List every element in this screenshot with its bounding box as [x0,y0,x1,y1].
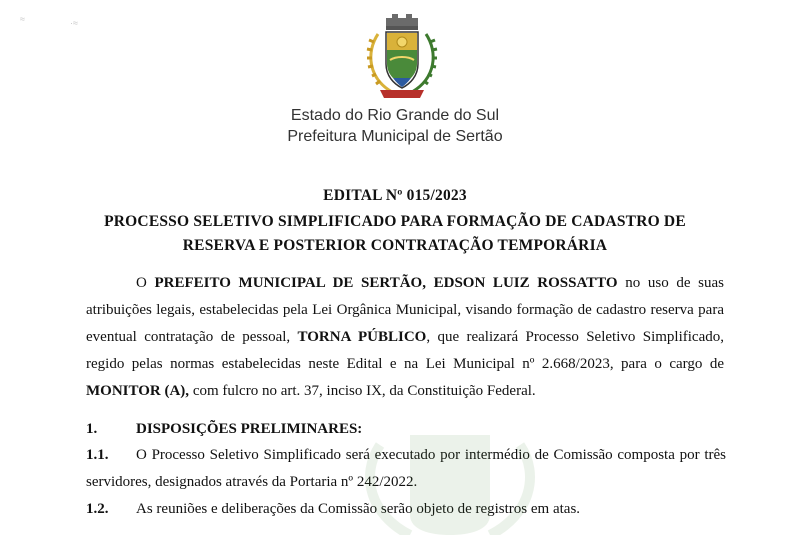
scan-mark: ·≈ [70,18,78,28]
item-number: 1.1. [86,447,109,463]
item-number: 1.2. [86,501,109,517]
intro-text: com fulcro no art. 37, inciso IX, da Constituição Federal. [189,383,536,399]
intro-text: O [136,275,155,291]
section-number: 1. [86,421,98,437]
edital-subtitle-line-1: PROCESSO SELETIVO SIMPLIFICADO PARA FORMAÇÃO DE CADASTRO DE [104,213,686,230]
intro-text: , que realizará Processo Seletivo Simplificado, regido pelas normas estabelecidas neste Edital e na Lei Municipal nº 2.668/2023, para o cargo de [86,329,724,372]
scan-mark: ≈ [20,14,25,24]
section-item [86,442,726,496]
edital-number: EDITAL Nº 015/2023 [323,187,467,204]
job-title: MONITOR (A), [86,383,190,399]
edital-subtitle-line-2: RESERVA E POSTERIOR CONTRATAÇÃO TEMPORÁRIA [182,237,608,254]
intro-text: no uso de suas atribuições legais, estabelecidas pela Lei Orgânica Municipal, visando formação de cadastro reserva para eventual contratação de pessoal, [86,275,724,345]
city-hall-name: Prefeitura Municipal de Sertão [287,128,503,145]
state-name: Estado do Rio Grande do Sul [290,107,500,124]
section-item [86,496,726,523]
item-text: As reuniões e deliberações da Comissão serão objeto de registros em atas. [136,501,581,517]
municipal-crest-logo [356,12,448,102]
mayor-name: PREFEITO MUNICIPAL DE SERTÃO, EDSON LUIZ ROSSATTO [154,275,618,291]
section-title: DISPOSIÇÕES PRELIMINARES: [136,421,363,437]
item-text: O Processo Seletivo Simplificado será executado por intermédio de Comissão composta por três servidores, designados através da Portaria nº 242/2022. [86,447,726,490]
intro-paragraph [86,270,724,405]
section-heading [86,416,726,443]
torna-publico: TORNA PÚBLICO [297,329,427,345]
